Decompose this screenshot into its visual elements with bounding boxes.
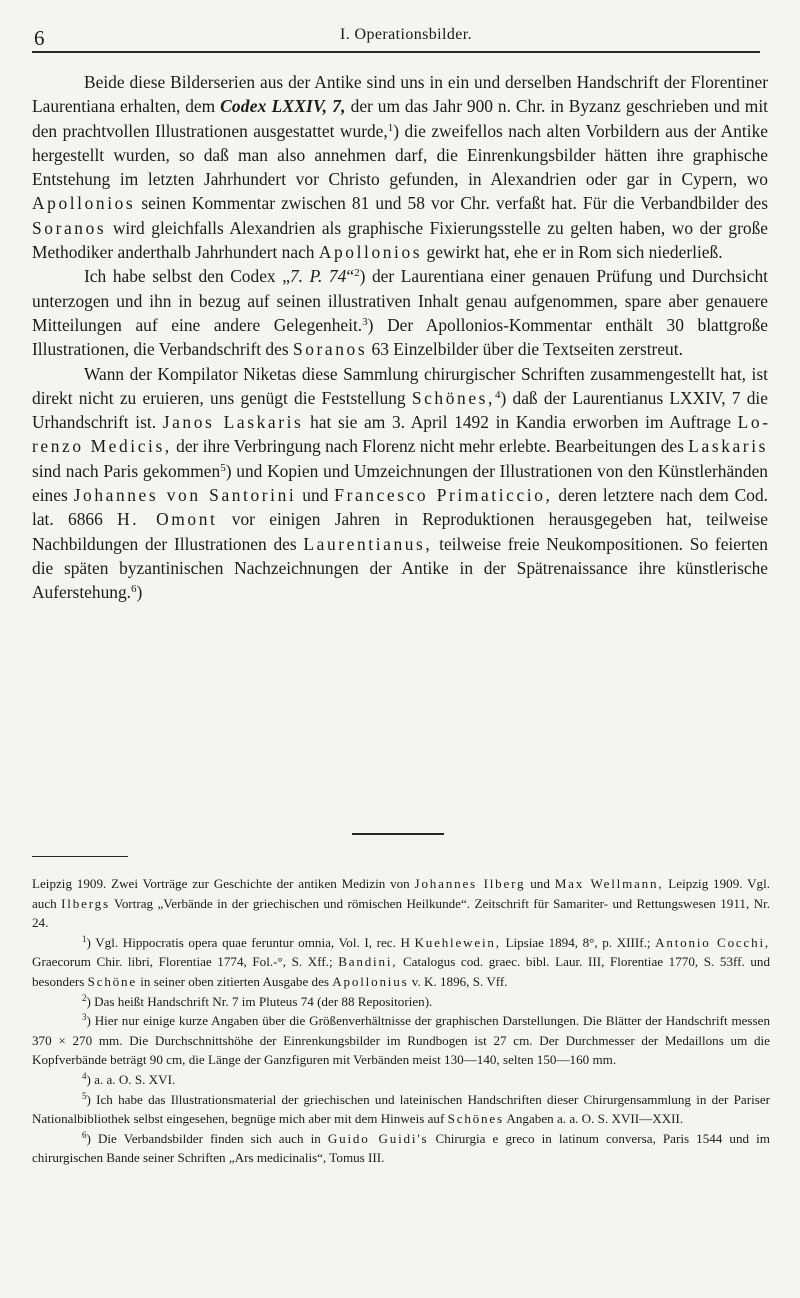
footnote-continuation <box>32 874 770 933</box>
name-cocchi: Antonio Cocchi, <box>655 934 771 950</box>
name-kuehlewein: Kuehlewein, <box>414 934 501 950</box>
footnote-5 <box>32 1090 770 1129</box>
footnote-mark: 5 <box>82 1090 87 1101</box>
footnote-ref-2: 2 <box>354 267 360 280</box>
text-run: vor einigen Jahren in Reproduktionen herausgegeben hat, teilweise Nachbildungen der Illustrationen des <box>32 509 768 554</box>
text-run: Catalogus cod. graec. bibl. Laur. III, Florentiae 1770, S. 53ff. und besonders <box>32 954 770 989</box>
text-run: Beide diese Bilderserien aus der Antike sind uns in ein und derselben Handschrift der Florentiner Laurentiana erhalten, dem <box>32 72 768 117</box>
text-run: teilweise freie Neukompositionen. So feierten die späten byzantinischen Nachzeichnungen der Antike in der Spätrenaissance ihre künstlerische Auferstehung. <box>32 533 768 603</box>
text-run: ) der Laurentiana einer genauen Prüfung und Durchsicht unterzogen und ihn in bezug auf seinen illustrativen Inhalt genau aufgenommen, spare aber genauere Mitteilungen auf eine andere Gelegenheit. <box>32 266 768 335</box>
text-run: und <box>296 485 335 506</box>
footnote-ref-3: 3 <box>362 315 368 328</box>
name-johannes-santorini: Johannes von Santorini <box>73 485 297 506</box>
paragraph-1 <box>32 70 768 264</box>
text-run: und <box>525 876 555 891</box>
name-schoenes: Schönes <box>447 1111 504 1127</box>
text-run: ) Das heißt Handschrift Nr. 7 im Pluteus 74 (der 88 Repositorien). <box>86 993 433 1009</box>
footnote-mark: 3 <box>82 1012 87 1023</box>
name-apollonios: Apollonios <box>32 193 136 214</box>
name-primaticcio: Francesco Primaticcio, <box>334 485 553 506</box>
text-run: der um das Jahr 900 n. Chr. in Byzanz geschrieben und mit den prachtvollen Illustrationen ausgestattet wurde, <box>32 96 768 141</box>
text-run: ) Hier nur einige kurze Angaben über die Größenverhältnisse der graphischen Darstellungen. Die Blätter der Handschrift messen 370 × 270 mm. Die Durchschnittshöhe der Einrenkungsbilder im Rundbogen ist 27 cm. Der Durchmesser der Medaillons um die Kopfverbände beträgt 90 cm, die Länge der Ganzfiguren mit Verbänden meist 130—140, selten 150—160 mm. <box>32 1013 770 1068</box>
text-run: deren letztere nach dem Cod. lat. 6866 <box>32 485 768 530</box>
text-run: “ <box>346 266 355 287</box>
name-lorenzo-medicis: Lorenzo Medicis, <box>32 412 768 457</box>
text-run: Leipzig 1909. Vgl. auch <box>32 876 771 911</box>
text-run: Graecorum Chir. libri, Florentiae 1774, Fol.-°, S. Xff.; <box>32 954 339 970</box>
footnote-mark: 2 <box>82 992 87 1003</box>
main-text <box>32 70 768 605</box>
name-laurentianus: Laurentianus, <box>303 533 433 554</box>
text-run: 63 Einzelbilder über die Textseiten zerstreut. <box>367 339 683 360</box>
footnote-2 <box>32 992 770 1012</box>
page-header <box>32 24 760 52</box>
name-wellmann: Max Wellmann, <box>554 876 664 891</box>
name-schoene: Schöne <box>87 973 137 989</box>
text-run: Wann der Kompilator Niketas diese Sammlung chirurgischer Schriften zusammengestellt hat, ist direkt nicht zu eruieren, uns genügt die Feststellung <box>32 363 768 408</box>
footnote-mark: 4 <box>82 1070 87 1081</box>
name-soranos: Soranos <box>292 339 368 360</box>
name-schoenes: Schönes, <box>411 387 495 408</box>
footnote-ref-1: 1 <box>387 121 394 134</box>
text-run: Ich habe selbst den Codex „ <box>84 266 290 287</box>
text-run: Vortrag „Verbände in der griechischen und römischen Heilkunde“. Zeitschrift für Samariter- und Rettungswesen 1911, Nr. 24. <box>32 895 770 931</box>
header-rule <box>32 51 760 53</box>
footnote-ref-4: 4 <box>494 388 501 401</box>
footnote-mark: 6 <box>82 1129 87 1140</box>
name-ilberg: Johannes Ilberg <box>414 876 526 891</box>
running-head: I. Operationsbilder. <box>340 26 472 43</box>
text-run: Chirurgia e greco in latinum conversa, Paris 1544 und im chirurgischen Bande seiner Schriften „Ars medicinalis“, Tomus III. <box>32 1130 770 1166</box>
text-run: v. K. 1896, S. Vff. <box>408 973 508 989</box>
codex-reference: 7. P. 74 <box>289 266 347 287</box>
footnote-ref-6: 6 <box>131 583 137 596</box>
text-run: in seiner oben zitierten Ausgabe des <box>137 973 333 989</box>
text-run: seinen Kommentar zwischen 81 und 58 vor Chr. verfaßt hat. Für die Verbandbilder des <box>135 193 768 214</box>
text-run: sind nach Paris gekommen <box>32 460 221 481</box>
footnote-4 <box>32 1070 770 1090</box>
codex-reference: Codex LXXIV, 7, <box>220 96 346 117</box>
text-run: der ihre Verbringung nach Florenz nicht mehr erlebte. Bearbeitungen des <box>171 436 689 457</box>
name-laskaris: Laskaris <box>688 436 768 457</box>
footnote-rule <box>32 856 128 857</box>
footnote-3 <box>32 1011 770 1070</box>
text-run: ) <box>136 582 143 603</box>
text-run: ) Der Apollonios-Kommentar enthält 30 blattgroße Illustrationen, die Verbandschrift des <box>32 314 769 360</box>
footnote-1 <box>32 933 770 992</box>
paragraph-3 <box>32 362 768 605</box>
section-separator <box>352 833 444 835</box>
text-run: wird gleichfalls Alexandrien als graphische Fixierungsstelle zu gelten haben, wo der große Methodiker anderthalb Jahrhundert nach <box>32 217 768 263</box>
page-number: 6 <box>34 26 45 50</box>
text-run: ) a. a. O. S. XVI. <box>86 1071 176 1087</box>
name-janos-laskaris: Janos Laskaris <box>162 412 304 433</box>
text-run: ) Die Verbandsbilder finden sich auch in <box>86 1130 328 1146</box>
text-run: ) und Kopien und Umzeichnungen der Illustrationen von den Künstlerhänden eines <box>32 460 768 506</box>
text-run: ) Ich habe das Illustrationsmaterial der griechischen und lateinischen Handschriften dieser Chirurgensammlung in der Pariser Nationalbibliothek selbst eingesehen, begnüge mich aber mit dem Hinweis auf <box>32 1091 770 1127</box>
name-guidi: Guido Guidi's <box>327 1130 429 1146</box>
text-run: gewirkt hat, ehe er in Rom sich niederließ. <box>422 242 723 263</box>
name-soranos: Soranos <box>32 217 107 238</box>
text-run: ) die zweifellos nach alten Vorbildern aus der Antike hergestellt wurden, so daß man also annehmen darf, die Einrenkungsbilder hätten ihre graphische Entstehung im letzten Jahrhundert vor Christo gefunden, in Alexandrien oder gar in Cypern, wo <box>32 120 768 190</box>
text-run: Leipzig 1909. Zwei Vorträge zur Geschichte der antiken Medizin von <box>32 876 415 891</box>
text-run: ) Vgl. Hippocratis opera quae feruntur omnia, Vol. I, rec. H <box>86 934 415 950</box>
footnote-6 <box>32 1129 770 1168</box>
footnote-ref-5: 5 <box>220 461 226 474</box>
text-run: Lipsiae 1894, 8°, p. XIIIf.; <box>500 934 656 950</box>
footnotes <box>32 874 770 1168</box>
text-run: ) daß der Laurentianus LXXIV, 7 die Urhandschrift ist. <box>32 387 768 433</box>
text-run: hat sie am 3. April 1492 in Kandia erworben im Auftrage <box>303 412 738 433</box>
text-run: Angaben a. a. O. S. XVII—XXII. <box>503 1111 684 1127</box>
name-ilbergs: Ilbergs <box>61 895 110 911</box>
paragraph-2 <box>32 264 768 361</box>
name-omont: H. Omont <box>117 509 218 530</box>
footnote-mark: 1 <box>82 933 87 944</box>
name-apollonios: Apollonios <box>318 242 423 263</box>
name-bandini: Bandini, <box>338 954 398 970</box>
name-apollonius: Apollonius <box>332 973 409 989</box>
